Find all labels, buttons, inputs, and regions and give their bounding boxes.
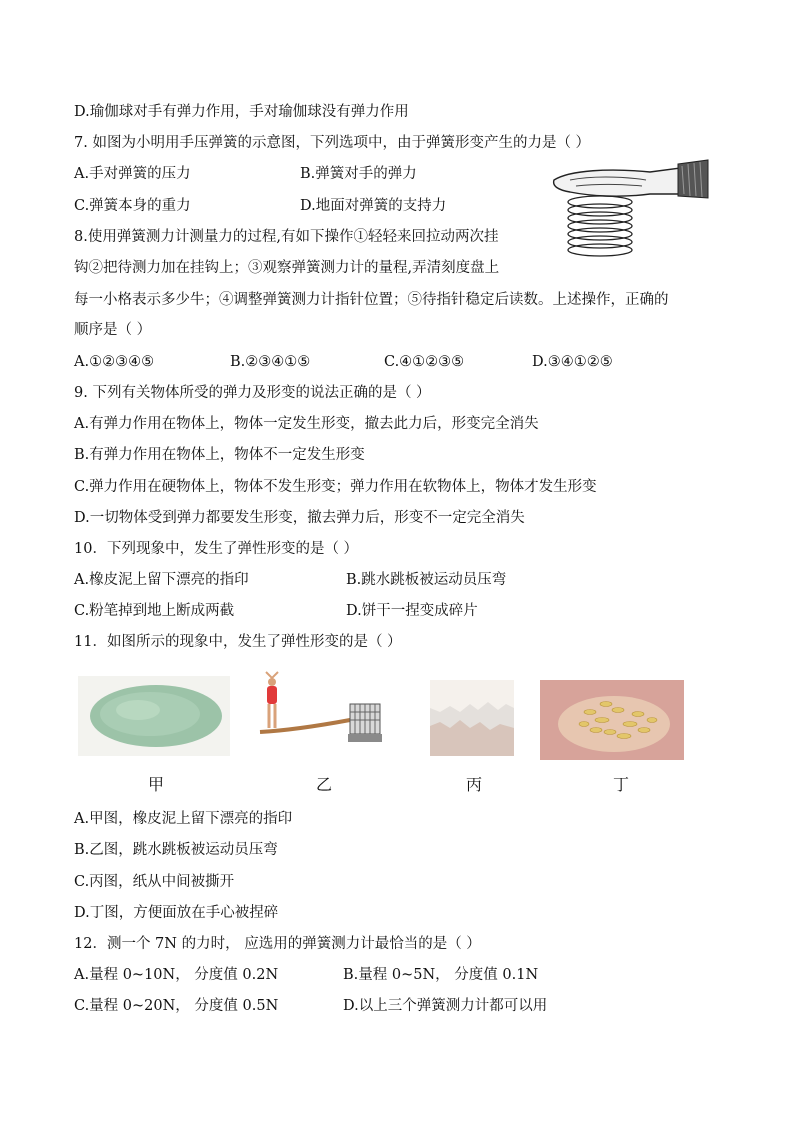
hand-pressing-spring-figure [550, 158, 710, 268]
q7-option-a: A.手对弹簧的压力 [74, 166, 191, 182]
crushed-noodles-image [540, 680, 684, 760]
q10-stem: 10．下列现象中，发生了弹性形变的是（ ） [74, 541, 359, 557]
figure-label-bing: 丙 [466, 775, 483, 794]
q10-option-d: D.饼干一捏变成碎片 [346, 603, 478, 619]
q11-option-c: C.丙图，纸从中间被撕开 [74, 874, 235, 890]
q8-stem-line-3: 每一小格表示多少牛；④调整弹簧测力计指针位置；⑤待指针稳定后读数。上述操作，正确的 [74, 292, 669, 308]
q9-option-a: A.有弹力作用在物体上，物体一定发生形变，撤去此力后，形变完全消失 [74, 416, 539, 432]
q7-stem: 7. 如图为小明用手压弹簧的示意图，下列选项中，由于弹簧形变产生的力是（ ） [74, 135, 591, 151]
q12-option-a: A.量程 0~10N， 分度值 0.2N [74, 967, 279, 983]
q7-option-d: D.地面对弹簧的支持力 [300, 198, 447, 214]
q6-option-d: D.瑜伽球对手有弹力作用，手对瑜伽球没有弹力作用 [74, 104, 409, 120]
q10-option-b: B.跳水跳板被运动员压弯 [346, 572, 507, 588]
q8-stem-line-1: 8.使用弹簧测力计测量力的过程,有如下操作①轻轻来回拉动两次挂 [74, 229, 499, 245]
q11-option-a: A.甲图，橡皮泥上留下漂亮的指印 [74, 811, 293, 827]
figure-label-ding: 丁 [613, 775, 630, 794]
q9-stem: 9. 下列有关物体所受的弹力及形变的说法正确的是（ ） [74, 385, 431, 401]
q12-stem: 12．测一个 7N 的力时， 应选用的弹簧测力计最恰当的是（ ） [74, 936, 481, 952]
q10-option-c: C.粉笔掉到地上断成两截 [74, 603, 235, 619]
q12-option-d: D.以上三个弹簧测力计都可以用 [343, 998, 548, 1014]
q8-option-c: C.④①②③⑤ [384, 354, 465, 370]
figure-label-jia: 甲 [148, 775, 165, 794]
clay-fingerprint-image [78, 676, 230, 756]
torn-paper-image [430, 680, 514, 756]
q11-stem: 11．如图所示的现象中，发生了弹性形变的是（ ） [74, 634, 402, 650]
q11-option-b: B.乙图，跳水跳板被运动员压弯 [74, 842, 278, 858]
q9-option-d: D.一切物体受到弹力都要发生形变，撤去弹力后，形变不一定完全消失 [74, 510, 525, 526]
q12-option-b: B.量程 0~5N， 分度值 0.1N [343, 967, 539, 983]
q8-option-b: B.②③④①⑤ [230, 354, 311, 370]
q8-option-a: A.①②③④⑤ [74, 354, 155, 370]
diving-board-image [256, 668, 384, 760]
q8-option-d: D.③④①②⑤ [532, 354, 613, 370]
q12-option-c: C.量程 0~20N， 分度值 0.5N [74, 998, 279, 1014]
q9-option-c: C.弹力作用在硬物体上，物体不发生形变；弹力作用在软物体上，物体才发生形变 [74, 479, 597, 495]
q8-stem-line-4: 顺序是（ ） [74, 322, 152, 338]
figure-label-yi: 乙 [316, 775, 333, 794]
q11-option-d: D.丁图，方便面放在手心被捏碎 [74, 905, 279, 921]
q8-stem-line-2: 钩②把待测力加在挂钩上；③观察弹簧测力计的量程,弄清刻度盘上 [74, 260, 500, 276]
q9-option-b: B.有弹力作用在物体上，物体不一定发生形变 [74, 447, 365, 463]
q7-option-c: C.弹簧本身的重力 [74, 198, 191, 214]
q10-option-a: A.橡皮泥上留下漂亮的指印 [74, 572, 249, 588]
q7-option-b: B.弹簧对手的弹力 [300, 166, 417, 182]
